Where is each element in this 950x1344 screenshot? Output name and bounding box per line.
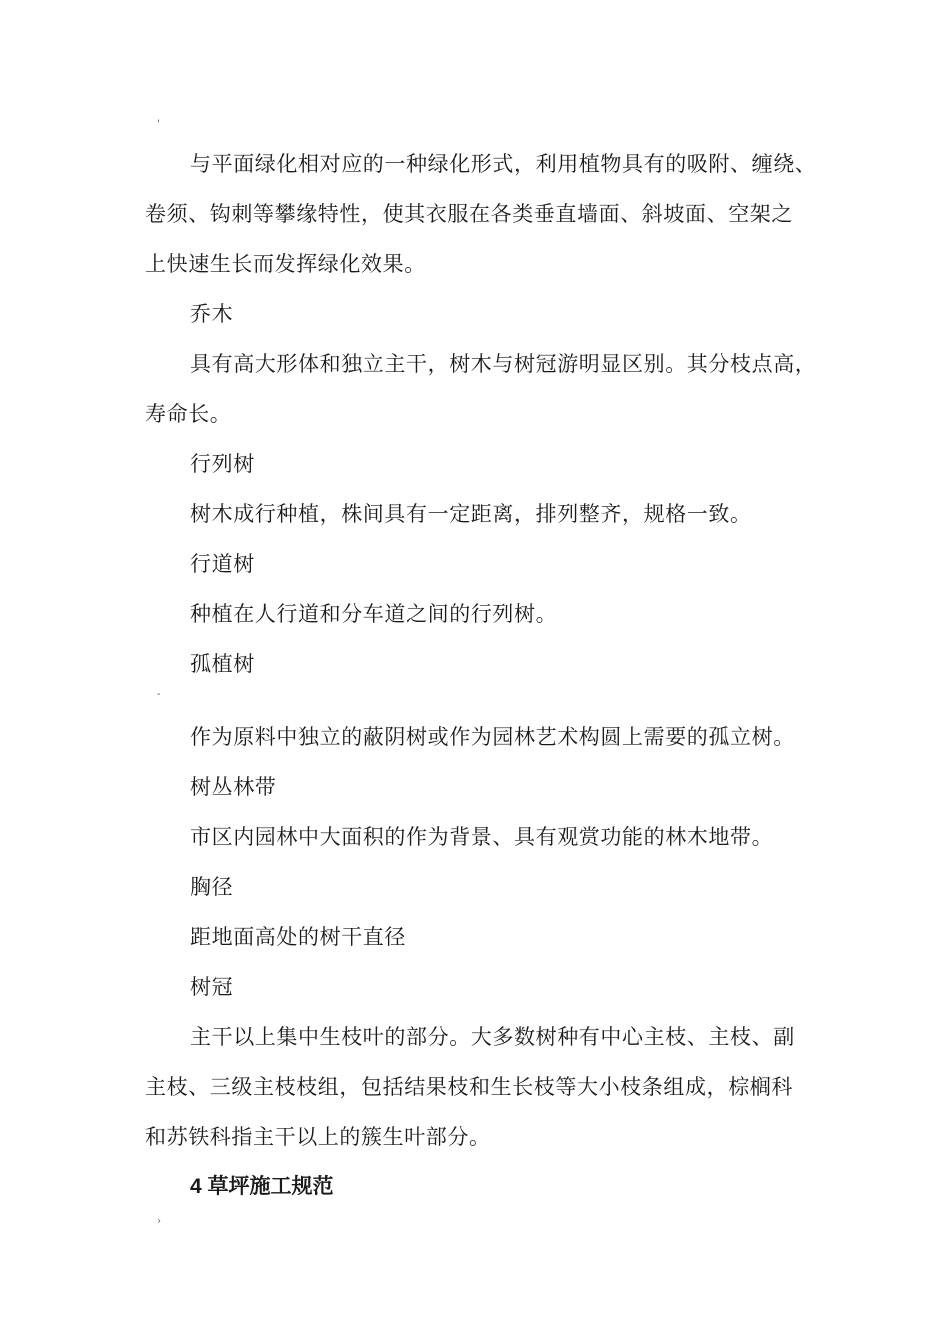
term-solitary-tree: 孤植树: [190, 652, 255, 676]
paragraph-vertical-greening-line-2: 卷须、钩刺等攀缘特性，使其衣服在各类垂直墙面、斜坡面、空架之: [145, 202, 793, 226]
term-dbh: 胸径: [190, 875, 234, 899]
term-tree: 乔木: [190, 302, 234, 326]
definition-tree-belt: 市区内园林中大面积的作为背景、具有观赏功能的林木地带。: [190, 825, 774, 849]
definition-crown-line-1: 主干以上集中生枝叶的部分。大多数树种有中心主枝、主枝、副: [190, 1025, 795, 1049]
page-mark-mid: -: [157, 689, 161, 700]
term-tree-belt: 树丛林带: [190, 775, 277, 799]
section-heading-lawn: 4 草坪施工规范: [190, 1175, 334, 1198]
definition-row-trees: 树木成行种植，株间具有一定距离，排列整齐，规格一致。: [190, 502, 752, 526]
page-mark-top: ': [157, 119, 160, 130]
definition-solitary-tree: 作为原料中独立的蔽阴树或作为园林艺术构圆上需要的孤立树。: [190, 725, 795, 749]
definition-tree-line-2: 寿命长。: [145, 402, 232, 426]
paragraph-vertical-greening-line-1: 与平面绿化相对应的一种绿化形式，利用植物具有的吸附、缠绕、: [190, 152, 817, 176]
definition-tree-line-1: 具有高大形体和独立主干，树木与树冠游明显区别。其分枝点高，: [190, 352, 817, 376]
term-row-trees: 行列树: [190, 452, 255, 476]
term-crown: 树冠: [190, 975, 234, 999]
definition-street-trees: 种植在人行道和分车道之间的行列树。: [190, 602, 558, 626]
definition-crown-line-2: 主枝、三级主枝枝组，包括结果枝和生长枝等大小枝条组成，棕榈科: [145, 1075, 793, 1099]
definition-dbh: 距地面高处的树干直径: [190, 925, 406, 949]
term-street-trees: 行道树: [190, 552, 255, 576]
paragraph-vertical-greening-line-3: 上快速生长而发挥绿化效果。: [145, 252, 426, 276]
definition-crown-line-3: 和苏铁科指主干以上的簇生叶部分。: [145, 1125, 491, 1149]
page-mark-bottom: ›: [157, 1216, 161, 1227]
